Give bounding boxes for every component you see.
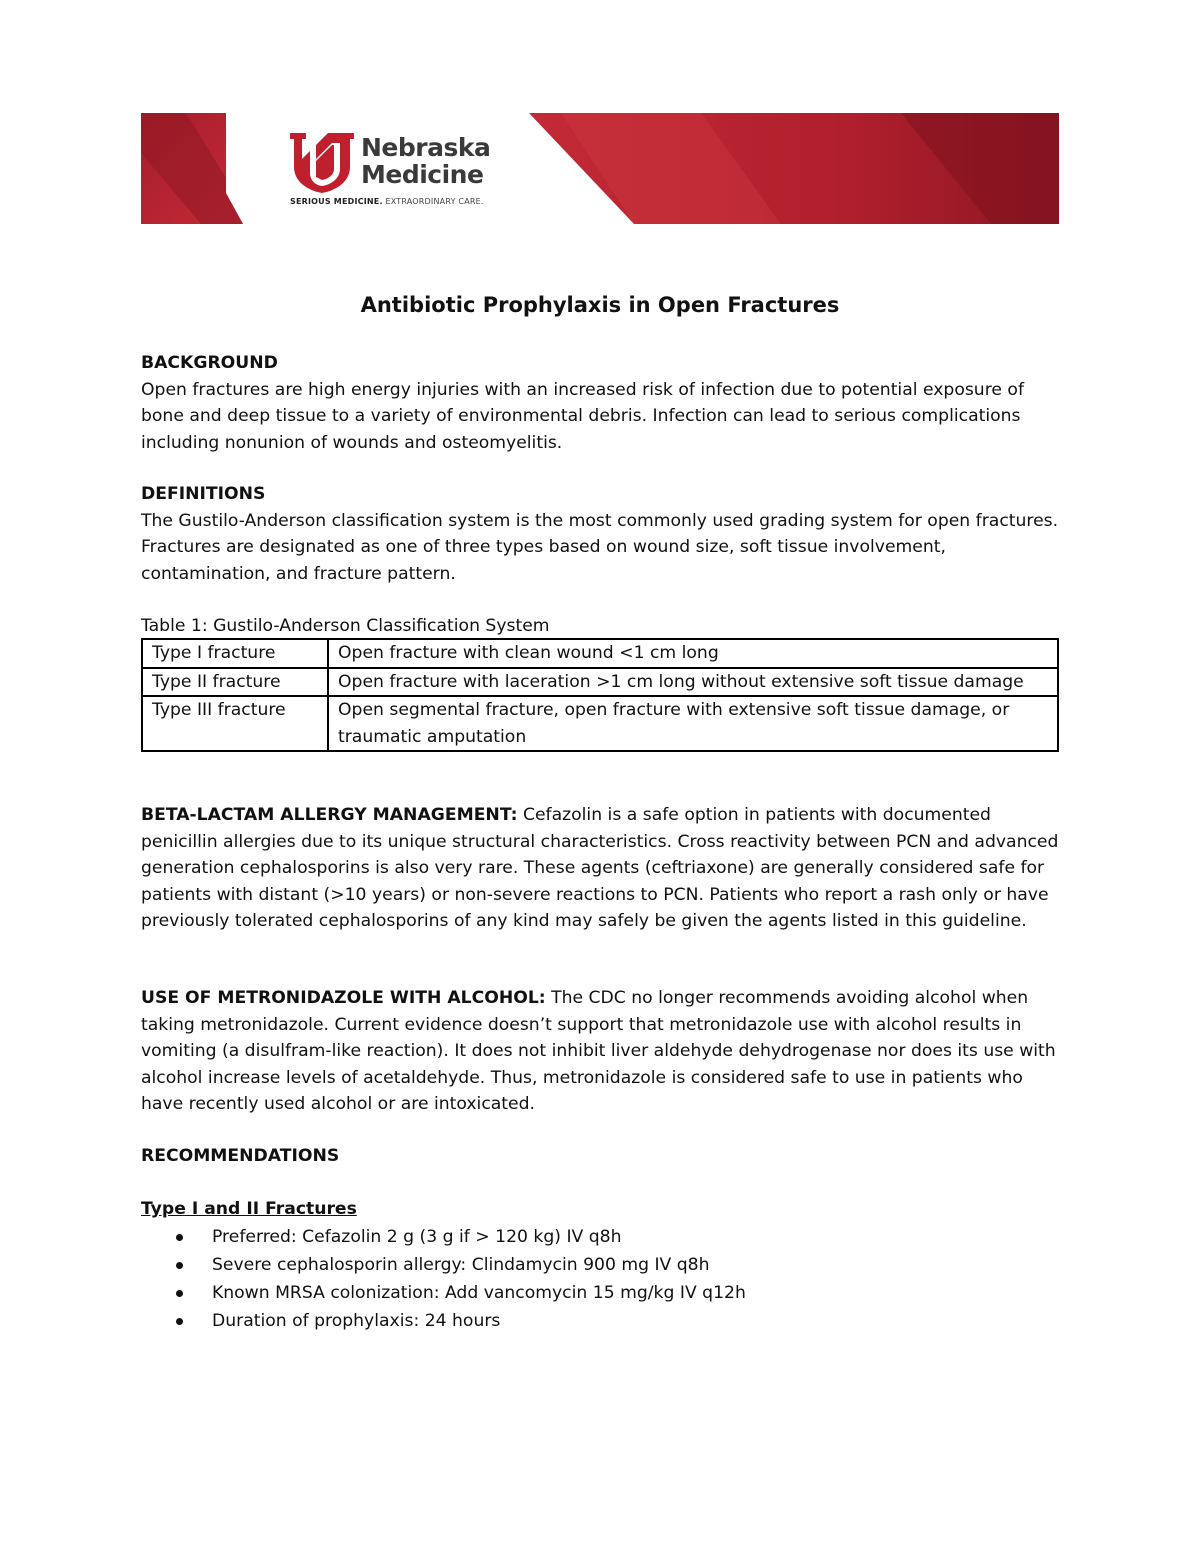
header-banner [141,113,1059,224]
classification-table [141,638,1059,752]
type-i-ii-subheading: Type I and II Fractures [141,1199,357,1219]
list-item [141,1279,1059,1307]
bullet-icon [176,1290,183,1297]
banner-graphic [141,113,1059,224]
list-item-text: Severe cephalosporin allergy: Clindamycin 900 mg IV q8h [212,1254,710,1275]
n-shield-icon [288,129,358,195]
table-cell-description: Open segmental fracture, open fracture with extensive soft tissue damage, or traumatic amputation [328,696,1058,751]
bullet-icon [176,1262,183,1269]
beta-lactam-text: Cefazolin is a safe option in patients with documented penicillin allergies due to its unique structural characteristics. Cross reactivity between PCN and advanced generation cephalosporins is also very rare. These agents (ceftriaxone) are generally considered safe for patients with distant (>10 years) or non-severe reactions to PCN. Patients who report a rash only or have previously tolerated cephalosporins of any kind may safely be given the agents listed in this guideline. [141,805,1059,931]
beta-lactam-heading: BETA-LACTAM ALLERGY MANAGEMENT: [141,805,518,825]
page-title: Antibiotic Prophylaxis in Open Fractures [360,293,840,317]
nebraska-medicine-logo [285,127,515,212]
table-row [142,639,1058,668]
bullet-icon [176,1318,183,1325]
definitions-section [141,481,1059,587]
table-cell-type: Type II fracture [142,668,328,697]
table-cell-type: Type I fracture [142,639,328,668]
logo-line2: Medicine [361,160,484,189]
bullet-icon [176,1234,183,1241]
beta-lactam-section [141,802,1059,935]
table-cell-description: Open fracture with clean wound <1 cm long [328,639,1058,668]
metronidazole-text: The CDC no longer recommends avoiding alcohol when taking metronidazole. Current evidence doesn’t support that metronidazole use with alcohol results in vomiting (a disulfram-like reaction). It does not inhibit liver aldehyde dehydrogenase nor does its use with alcohol increase levels of acetaldehyde. Thus, metronidazole is considered safe to use in patients who have recently used alcohol or are intoxicated. [141,988,1056,1114]
list-item-text: Preferred: Cefazolin 2 g (3 g if > 120 kg) IV q8h [212,1226,622,1247]
background-text: Open fractures are high energy injuries with an increased risk of infection due to potential exposure of bone and deep tissue to a variety of environmental debris. Infection can lead to serious complications including nonunion of wounds and osteomyelitis. [141,379,1024,453]
tagline-rest: EXTRAORDINARY CARE. [382,197,484,206]
recommendations-section [141,1143,1059,1170]
table-cell-type: Type III fracture [142,696,328,751]
recommendations-heading: RECOMMENDATIONS [141,1146,340,1166]
list-item [141,1307,1059,1335]
metronidazole-section [141,985,1059,1118]
tagline [290,197,484,206]
list-item-text: Known MRSA colonization: Add vancomycin 15 mg/kg IV q12h [212,1282,746,1303]
table-row [142,668,1058,697]
definitions-heading: DEFINITIONS [141,484,266,504]
tagline-bold: SERIOUS MEDICINE. [290,197,383,206]
metronidazole-heading: USE OF METRONIDAZOLE WITH ALCOHOL: [141,988,546,1008]
background-section [141,350,1059,456]
list-item-text: Duration of prophylaxis: 24 hours [212,1310,501,1331]
recommendation-list [141,1223,1059,1335]
background-heading: BACKGROUND [141,353,278,373]
table-caption: Table 1: Gustilo-Anderson Classification System [141,616,550,636]
list-item [141,1251,1059,1279]
logo-line1: Nebraska [361,133,491,162]
definitions-text: The Gustilo-Anderson classification system is the most commonly used grading system for open fractures. Fractures are designated as one of three types based on wound size, soft tissue involvement, contamination, and fracture pattern. [141,510,1059,584]
table-row [142,696,1058,751]
type-i-ii-section [141,1196,1059,1335]
table-cell-description: Open fracture with laceration >1 cm long without extensive soft tissue damage [328,668,1058,697]
list-item [141,1223,1059,1251]
